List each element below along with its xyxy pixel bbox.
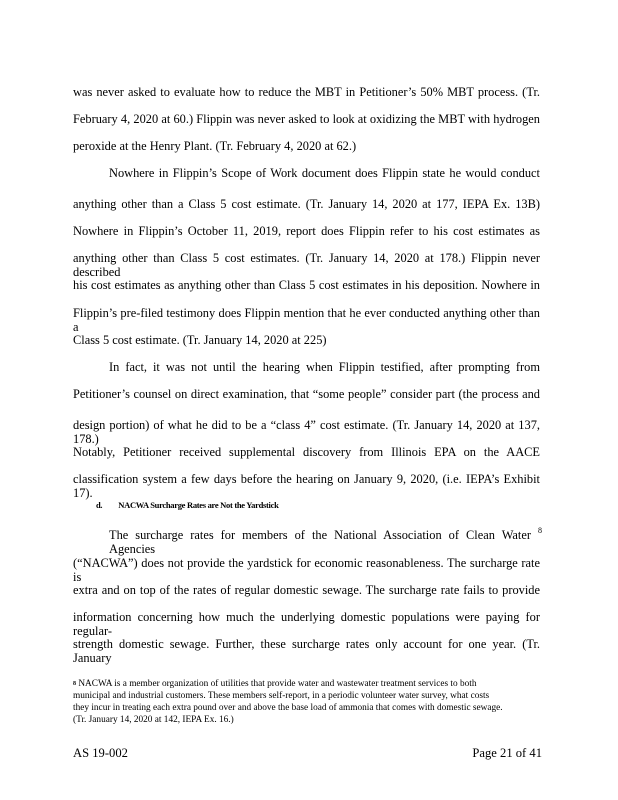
- body-line: In fact, it was not until the hearing when Flippin testified, after prompting from: [109, 360, 540, 374]
- footnote: [73, 678, 543, 726]
- body-line: peroxide at the Henry Plant. (Tr. February 4, 2020 at 62.): [73, 139, 357, 153]
- body-line: Notably, Petitioner received supplemental discovery from Illinois EPA on the AACE: [73, 445, 540, 459]
- body-line: information concerning how much the underlying domestic populations were paying for regular-: [73, 610, 540, 638]
- body-line: Nowhere in Flippin’s October 11, 2019, report does Flippin refer to his cost estimates as: [73, 224, 540, 238]
- body-line: February 4, 2020 at 60.) Flippin was never asked to look at oxidizing the MBT with hydrogen: [73, 112, 540, 126]
- body-line: Class 5 cost estimate. (Tr. January 14, 2020 at 225): [73, 333, 327, 347]
- footnote-text: NACWA is a member organization of utilities that provide water and wastewater treatment services to both: [78, 679, 477, 689]
- body-line: was never asked to evaluate how to reduce the MBT in Petitioner’s 50% MBT process. (Tr.: [73, 85, 540, 99]
- body-line: extra and on top of the rates of regular domestic sewage. The surcharge rate fails to provide: [73, 583, 540, 597]
- body-line: anything other than Class 5 cost estimates. (Tr. January 14, 2020 at 178.) Flippin never described: [73, 251, 540, 279]
- body-line: anything other than a Class 5 cost estimate. (Tr. January 14, 2020 at 177, IEPA Ex. 13B): [73, 197, 540, 211]
- body-line: design portion) of what he did to be a “class 4” cost estimate. (Tr. January 14, 2020 at 137, 178.): [73, 418, 540, 446]
- footnote-line: they incur in treating each extra pound over and above the base load of ammonia that comes with domestic sewage.: [73, 703, 503, 713]
- body-line: Flippin’s pre-filed testimony does Flippin mention that he ever conducted anything other than a: [73, 306, 540, 334]
- body-line: classification system a few days before the hearing on January 9, 2020, (i.e. IEPA’s Exhibit 17).: [73, 472, 540, 500]
- body-line: strength domestic sewage. Further, these surcharge rates only account for one year. (Tr. January: [73, 637, 540, 665]
- footnote-line: municipal and industrial customers. These members self-report, in a periodic volunteer water survey, what costs: [73, 691, 490, 701]
- footnote-line: (Tr. January 14, 2020 at 142, IEPA Ex. 16.): [73, 715, 234, 725]
- body-line: (“NACWA”) does not provide the yardstick for economic reasonableness. The surcharge rate is: [73, 556, 540, 584]
- body-line: his cost estimates as anything other than Class 5 cost estimates in his deposition. Nowhere in: [73, 278, 540, 292]
- body-line: The surcharge rates for members of the National Association of Clean Water Agencies: [109, 528, 531, 556]
- footnote-line: [73, 678, 543, 690]
- section-letter: d.: [96, 500, 103, 510]
- section-title: NACWA Surcharge Rates are Not the Yardstick: [118, 500, 279, 510]
- case-number: AS 19-002: [73, 746, 128, 760]
- footnote-number: 8: [73, 681, 76, 687]
- footnote-reference[interactable]: 8: [538, 526, 542, 535]
- section-heading: [96, 500, 279, 510]
- page-number: Page 21 of 41: [472, 746, 542, 760]
- body-line: Petitioner’s counsel on direct examination, that “some people” consider part (the process and: [73, 387, 540, 401]
- body-line: Nowhere in Flippin’s Scope of Work document does Flippin state he would conduct: [109, 166, 540, 180]
